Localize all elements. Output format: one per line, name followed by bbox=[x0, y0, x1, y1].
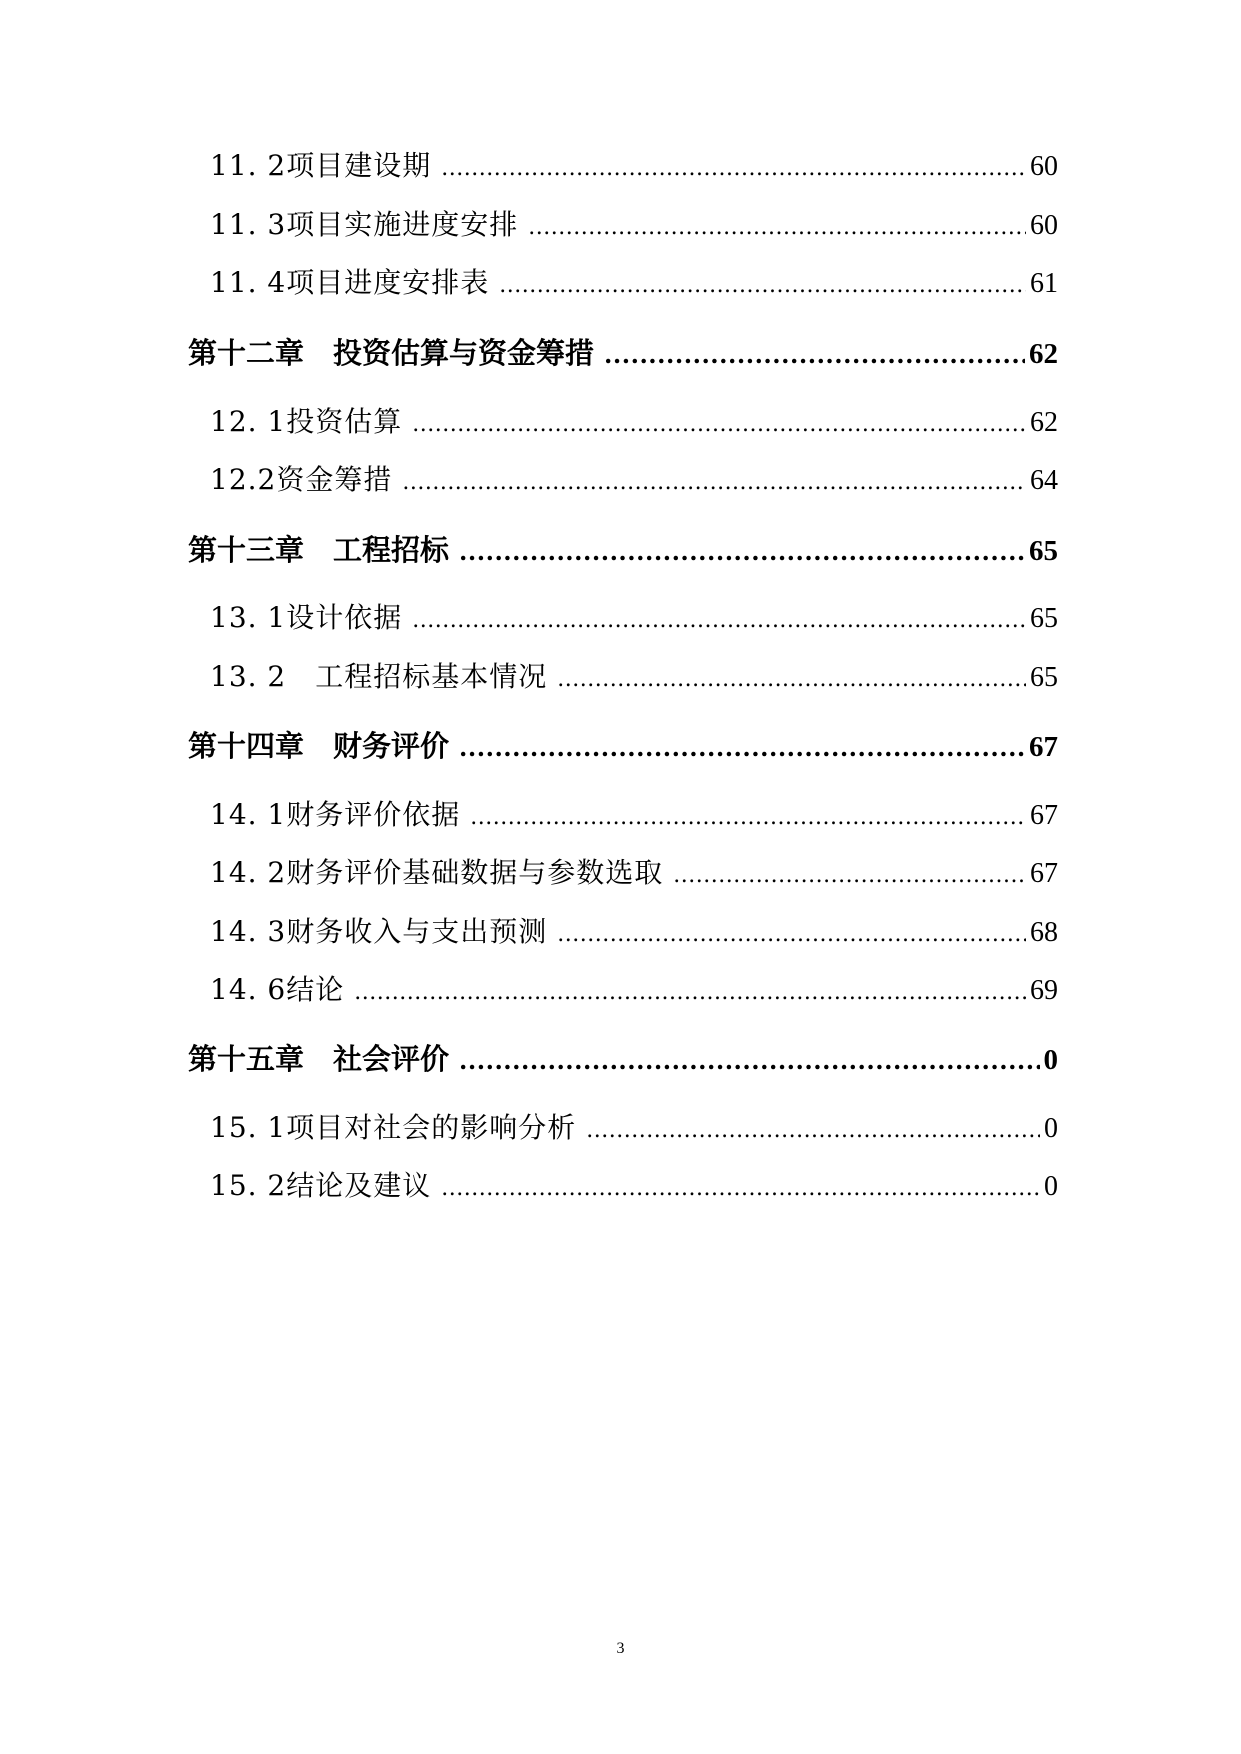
page-number: 3 bbox=[616, 1640, 625, 1657]
toc-entry[interactable] bbox=[188, 910, 1058, 950]
toc-dot-leader bbox=[412, 405, 1026, 438]
toc-entry-title: 设计依据 bbox=[286, 601, 403, 634]
toc-chapter-entry[interactable] bbox=[188, 1037, 1058, 1078]
toc-chapter-page: 62 bbox=[1029, 338, 1058, 370]
toc-dot-leader bbox=[604, 336, 1025, 370]
toc-dot-leader bbox=[441, 1169, 1040, 1202]
toc-entry-number: 13. 2 bbox=[210, 660, 316, 693]
toc-chapter-title: 投资估算与资金筹措 bbox=[333, 336, 595, 370]
toc-entry-title: 财务收入与支出预测 bbox=[286, 915, 548, 948]
toc-entry-number: 14. 1 bbox=[210, 798, 287, 831]
toc-entry-number: 12.2 bbox=[210, 463, 277, 496]
toc-entry[interactable] bbox=[188, 144, 1058, 184]
toc-dot-leader bbox=[412, 601, 1026, 634]
toc-entry[interactable] bbox=[188, 261, 1058, 301]
toc-chapter-number: 第十三章 bbox=[188, 533, 334, 567]
toc-chapter-entry[interactable] bbox=[188, 528, 1058, 569]
toc-dot-leader bbox=[586, 1111, 1040, 1144]
toc-chapter-number: 第十五章 bbox=[188, 1042, 334, 1076]
toc-entry-title: 项目建设期 bbox=[286, 149, 432, 182]
toc-entry-number: 14. 6 bbox=[210, 973, 287, 1006]
toc-entry-number: 11. 2 bbox=[210, 149, 287, 182]
toc-entry-page: 62 bbox=[1030, 407, 1058, 438]
toc-entry-page: 0 bbox=[1044, 1171, 1058, 1202]
toc-entry-number: 11. 3 bbox=[210, 208, 287, 241]
toc-chapter-page: 0 bbox=[1043, 1044, 1058, 1076]
toc-dot-leader bbox=[459, 729, 1025, 763]
toc-entry[interactable] bbox=[188, 1164, 1058, 1204]
toc-chapter-title: 社会评价 bbox=[333, 1042, 450, 1076]
toc-entry-page: 60 bbox=[1030, 210, 1058, 241]
toc-entry[interactable] bbox=[188, 793, 1058, 833]
toc-dot-leader bbox=[557, 660, 1026, 693]
toc-entry-page: 65 bbox=[1030, 603, 1058, 634]
toc-dot-leader bbox=[557, 915, 1026, 948]
toc-entry[interactable] bbox=[188, 1106, 1058, 1146]
toc-dot-leader bbox=[459, 533, 1025, 567]
toc-dot-leader bbox=[673, 856, 1026, 889]
toc-entry-page: 67 bbox=[1030, 858, 1058, 889]
toc-dot-leader bbox=[470, 798, 1026, 831]
toc-chapter-number: 第十二章 bbox=[188, 336, 334, 370]
toc-dot-leader bbox=[528, 208, 1026, 241]
toc-chapter-title: 财务评价 bbox=[333, 729, 450, 763]
toc-entry-number: 15. 1 bbox=[210, 1111, 287, 1144]
toc-chapter-page: 67 bbox=[1029, 731, 1058, 763]
toc-entry-title: 项目进度安排表 bbox=[286, 266, 490, 299]
toc-entry-page: 69 bbox=[1030, 975, 1058, 1006]
toc-dot-leader bbox=[459, 1042, 1039, 1076]
toc-entry-number: 14. 3 bbox=[210, 915, 287, 948]
toc-entry[interactable] bbox=[188, 968, 1058, 1008]
toc-entry-page: 67 bbox=[1030, 800, 1058, 831]
toc-entry[interactable] bbox=[188, 458, 1058, 498]
toc-chapter-entry[interactable] bbox=[188, 331, 1058, 372]
toc-entry-page: 61 bbox=[1030, 268, 1058, 299]
toc-entry-title: 财务评价基础数据与参数选取 bbox=[286, 856, 664, 889]
toc-entry-number: 15. 2 bbox=[210, 1169, 287, 1202]
toc-chapter-page: 65 bbox=[1029, 535, 1058, 567]
toc-entry[interactable] bbox=[188, 655, 1058, 695]
toc-entry-title: 资金筹措 bbox=[276, 463, 393, 496]
toc-entry-title: 项目实施进度安排 bbox=[286, 208, 519, 241]
toc-entry-page: 65 bbox=[1030, 662, 1058, 693]
toc-chapter-title: 工程招标 bbox=[333, 533, 450, 567]
toc-entry-title: 工程招标基本情况 bbox=[315, 660, 548, 693]
toc-chapter-number: 第十四章 bbox=[188, 729, 334, 763]
toc-entry[interactable] bbox=[188, 596, 1058, 636]
toc-entry-number: 11. 4 bbox=[210, 266, 287, 299]
toc-entry-number: 13. 1 bbox=[210, 601, 287, 634]
toc-entry-page: 60 bbox=[1030, 151, 1058, 182]
toc-dot-leader bbox=[354, 973, 1026, 1006]
toc-entry-title: 投资估算 bbox=[286, 405, 403, 438]
toc-entry-number: 12. 1 bbox=[210, 405, 287, 438]
toc-entry[interactable] bbox=[188, 851, 1058, 891]
toc-entry-title: 财务评价依据 bbox=[286, 798, 461, 831]
toc-dot-leader bbox=[441, 149, 1026, 182]
toc-entry-page: 68 bbox=[1030, 917, 1058, 948]
toc-entry[interactable] bbox=[188, 203, 1058, 243]
toc-entry-title: 结论及建议 bbox=[286, 1169, 432, 1202]
toc-entry-page: 0 bbox=[1044, 1113, 1058, 1144]
toc-entry-page: 64 bbox=[1030, 465, 1058, 496]
toc-dot-leader bbox=[402, 463, 1026, 496]
toc-entry-number: 14. 2 bbox=[210, 856, 287, 889]
toc-entry-title: 结论 bbox=[286, 973, 345, 1006]
toc-chapter-entry[interactable] bbox=[188, 724, 1058, 765]
toc-entry-title: 项目对社会的影响分析 bbox=[286, 1111, 577, 1144]
toc-dot-leader bbox=[499, 266, 1026, 299]
toc-entry[interactable] bbox=[188, 400, 1058, 440]
